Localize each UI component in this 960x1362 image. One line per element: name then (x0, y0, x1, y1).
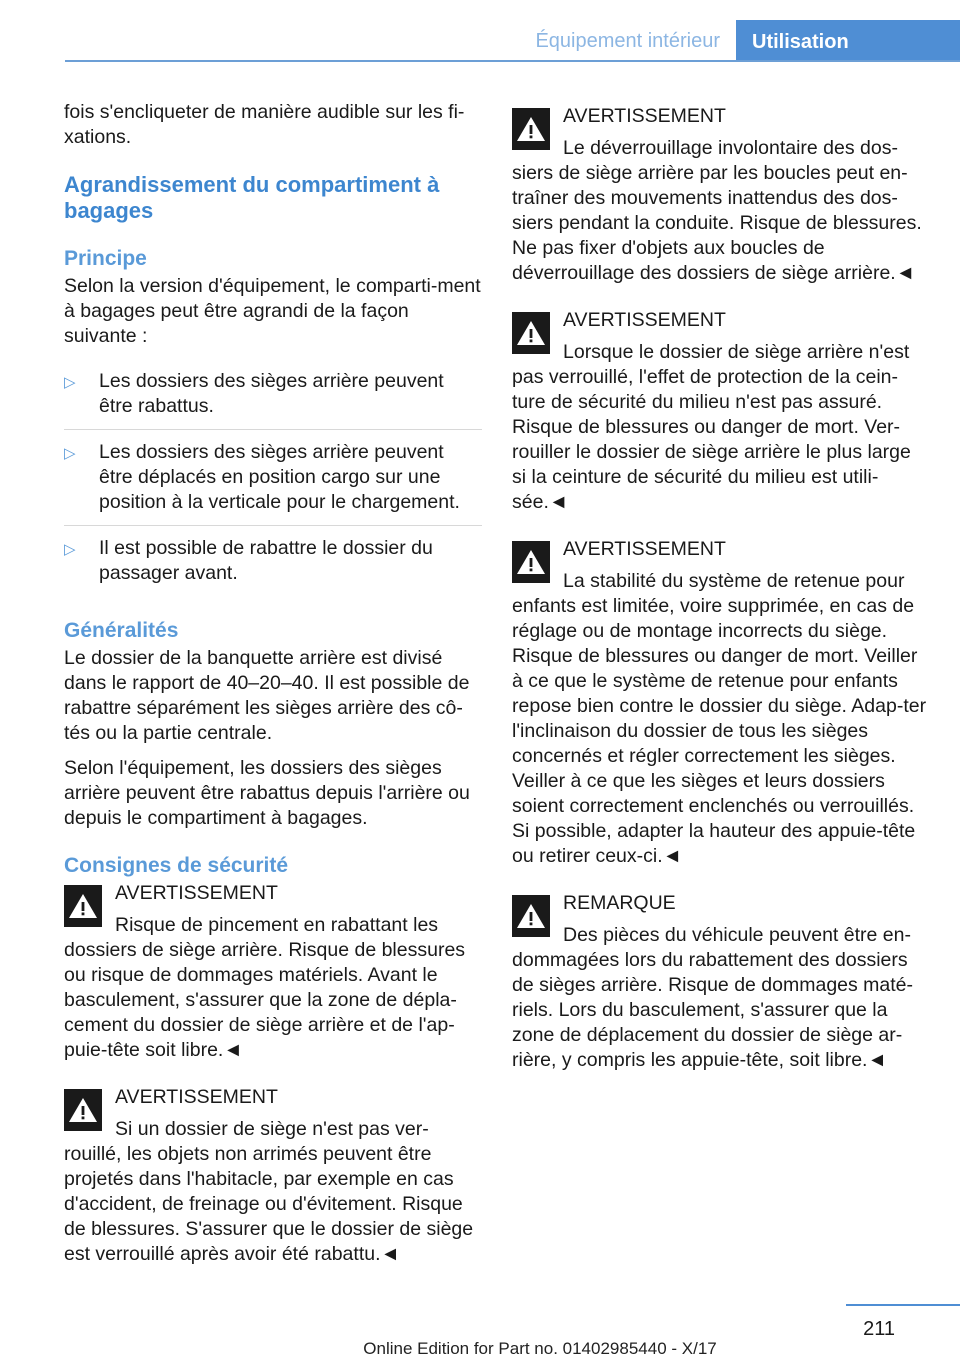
warning-block (512, 537, 928, 869)
notice-title: REMARQUE (563, 892, 676, 914)
list-item (64, 526, 482, 596)
list-item (64, 359, 482, 430)
header-rule (65, 60, 960, 62)
generalites-text-1: Le dossier de la banquette arrière est divisé dans le rapport de 40–20–40. Il est possible de rabattre séparément les sièges arrière des cô-tés ou la partie centrale. (64, 647, 470, 744)
list-item-text: Les dossiers des sièges arrière peuvent être déplacés en position cargo sur une position à la verticale pour le chargement. (99, 441, 460, 513)
warning-block (64, 1085, 482, 1267)
warning-text: Risque de pincement en rabattant les dossiers de siège arrière. Risque de blessures ou risque de dommages matériels. Avant le basculement, s'assurer que la zone de dépla-cement du dossier de siège arrière et de l'ap-puie-tête soit libre.◄ (64, 914, 466, 1061)
warning-text: Le déverrouillage involontaire des dos-siers de siège arrière par les boucles peut en-traîner des mouvements inattendus des dos-siers pendant la conduite. Risque de blessures. Ne pas fixer d'objets aux boucles de déverrouillage des dossiers de siège arrière.◄ (512, 137, 922, 284)
notice-block (512, 891, 928, 1073)
page-header (0, 0, 960, 62)
list-item-text: Il est possible de rabattre le dossier du passager avant. (99, 537, 433, 584)
list-item-text: Les dossiers des sièges arrière peuvent être rabattus. (99, 370, 444, 417)
chapter-tab: Utilisation (736, 20, 960, 62)
warning-block (64, 881, 482, 1063)
intro-text: fois s'encliqueter de manière audible sur les fi-xations. (64, 101, 465, 148)
warning-icon (512, 108, 550, 150)
generalites-heading: Généralités (64, 619, 179, 642)
warning-icon (512, 541, 550, 583)
principe-text: Selon la version d'équipement, le comparti-ment à bagages peut être agrandi de la façon suivante : (64, 275, 481, 347)
warning-text: La stabilité du système de retenue pour enfants est limitée, voire supprimée, en cas de réglage ou de montage incorrects du siège. Risque de blessures ou danger de mort. Veiller à ce que le système de retenue pour enfants repose bien contre le dossier du siège. Adap-ter l'inclinaison du dossier de tous les sièges concernés et régler correctement les sièges. Veiller à ce que les sièges et leurs dossiers soient correctement enclenchés ou verrouillés. Si possible, adapter la hauteur des appuie-tête ou retirer ceux-ci.◄ (512, 570, 927, 867)
consignes-heading: Consignes de sécurité (64, 854, 289, 877)
warning-block (512, 308, 928, 515)
triangle-bullet-icon: ▷ (64, 541, 76, 558)
warning-title: AVERTISSEMENT (563, 309, 726, 331)
section-title: Équipement intérieur (535, 30, 720, 52)
notice-text: Des pièces du véhicule peuvent être en-dommagées lors du rabattement des dossiers de sièges arrière. Risque de dommages maté-riels. Lors du basculement, s'assurer que la zone de déplacement du dossier de siège ar-rière, y compris les appuie-tête, soit libre.◄ (512, 924, 914, 1071)
edition-footer: Online Edition for Part no. 01402985440 - X/17 (363, 1339, 717, 1358)
section-heading: Agrandissement du compartiment à bagages (64, 172, 440, 223)
generalites-text-2: Selon l'équipement, les dossiers des sièges arrière peuvent être rabattus depuis l'arrière ou depuis le compartiment à bagages. (64, 757, 470, 829)
warning-text: Lorsque le dossier de siège arrière n'est pas verrouillé, l'effet de protection de la cein-ture de sécurité du milieu n'est pas assuré. Risque de blessures ou danger de mort. Ver-rouiller le dossier de siège arrière le plus large si la ceinture de sécurité du milieu est utili-sée.◄ (512, 341, 911, 513)
options-list (64, 359, 482, 596)
triangle-bullet-icon: ▷ (64, 374, 76, 391)
footer-rule (846, 1304, 960, 1306)
list-item (64, 430, 482, 526)
warning-text: Si un dossier de siège n'est pas ver-rouillé, les objets non arrimés peuvent être projetés dans l'habitacle, par exemple en cas d'accident, de freinage ou d'évitement. Risque de blessures. S'assurer que le dossier de siège est verrouillé après avoir été rabattu.◄ (64, 1118, 474, 1265)
warning-icon (512, 895, 550, 937)
triangle-bullet-icon: ▷ (64, 445, 76, 462)
left-column (64, 100, 482, 1289)
principe-heading: Principe (64, 247, 147, 270)
warning-title: AVERTISSEMENT (563, 538, 726, 560)
warning-title: AVERTISSEMENT (115, 1086, 278, 1108)
warning-icon (64, 1089, 102, 1131)
warning-icon (64, 885, 102, 927)
warning-block (512, 104, 928, 286)
right-column (512, 104, 928, 1095)
warning-title: AVERTISSEMENT (563, 105, 726, 127)
warning-title: AVERTISSEMENT (115, 882, 278, 904)
page-number: 211 (863, 1318, 895, 1340)
warning-icon (512, 312, 550, 354)
